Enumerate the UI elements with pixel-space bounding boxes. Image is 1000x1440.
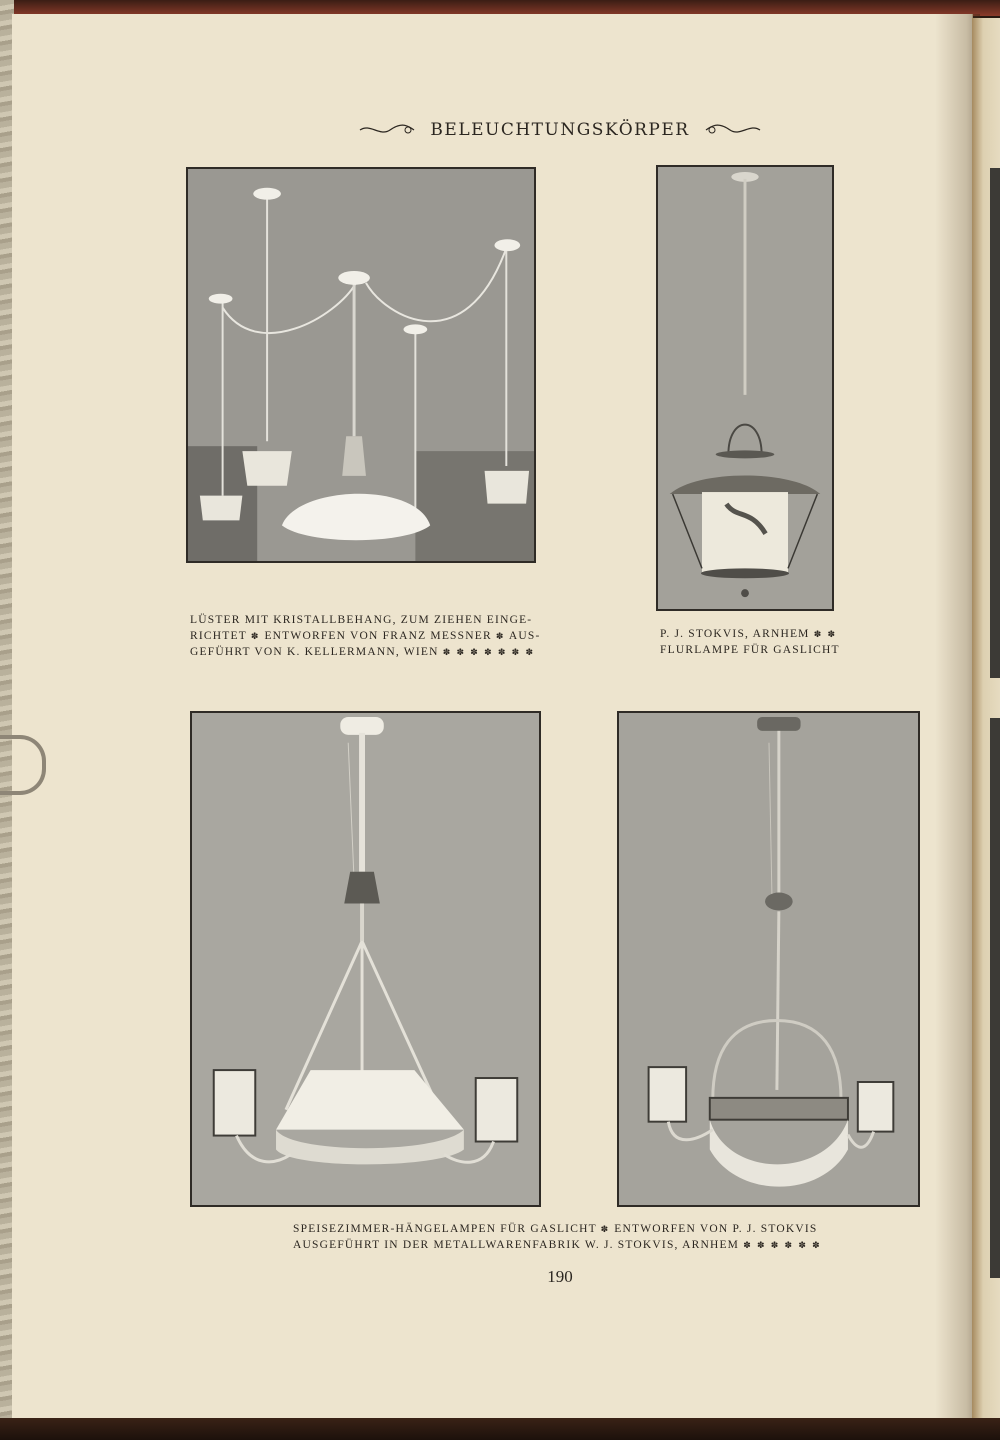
dining-lamp-ring-illustration (619, 713, 918, 1205)
caption-plate-1 (190, 612, 541, 660)
caption-line: LÜSTER MIT KRISTALLBEHANG, ZUM ZIEHEN EINGE- (190, 614, 533, 626)
plate-hall-lamp (656, 165, 834, 611)
ornament-row-icon: ✽ ✽ ✽ ✽ ✽ ✽ ✽ (442, 647, 535, 657)
caption-line: AUS- (508, 630, 541, 642)
caption-line: FLURLAMPE FÜR GASLICHT (660, 644, 840, 656)
adjacent-plate-edge (990, 168, 1000, 678)
adjacent-page-edge (972, 18, 1000, 1420)
ornament-row-icon: ✽ ✽ (813, 629, 838, 639)
ornament-icon: ✽ (250, 631, 261, 641)
hall-lamp-illustration (658, 167, 832, 609)
caption-plate-2 (660, 626, 840, 658)
dining-lamp-shade-illustration (192, 713, 539, 1205)
plate-dining-lamp-shade (190, 711, 541, 1207)
caption-plates-3-4 (293, 1221, 822, 1253)
running-head (350, 118, 770, 142)
page-number: 190 (547, 1267, 573, 1286)
left-flourish-icon (358, 121, 418, 139)
page-clip (0, 735, 46, 795)
plate-crystal-chandelier (186, 167, 536, 563)
caption-line: ENTWORFEN VON FRANZ MESSNER (264, 630, 492, 642)
caption-line: ENTWORFEN VON P. J. STOKVIS (614, 1223, 818, 1235)
caption-line: P. J. STOKVIS, ARNHEM (660, 628, 810, 640)
caption-line: RICHTET (190, 630, 247, 642)
page-title: BELEUCHTUNGSKÖRPER (430, 120, 690, 140)
crystal-chandelier-illustration (188, 169, 534, 561)
caption-line: GEFÜHRT VON K. KELLERMANN, WIEN (190, 646, 439, 658)
ornament-icon: ✽ (495, 631, 506, 641)
plate-dining-lamp-ring (617, 711, 920, 1207)
adjacent-plate-edge (990, 718, 1000, 1278)
book-bottom-edge (0, 1418, 1000, 1440)
caption-line: AUSGEFÜHRT IN DER METALLWARENFABRIK W. J. STOKVIS, ARNHEM (293, 1239, 740, 1251)
ornament-icon: ✽ (600, 1224, 611, 1234)
right-flourish-icon (702, 121, 762, 139)
caption-line: SPEISEZIMMER-HÄNGELAMPEN FÜR GASLICHT (293, 1223, 597, 1235)
ornament-row-icon: ✽ ✽ ✽ ✽ ✽ ✽ (743, 1240, 822, 1250)
